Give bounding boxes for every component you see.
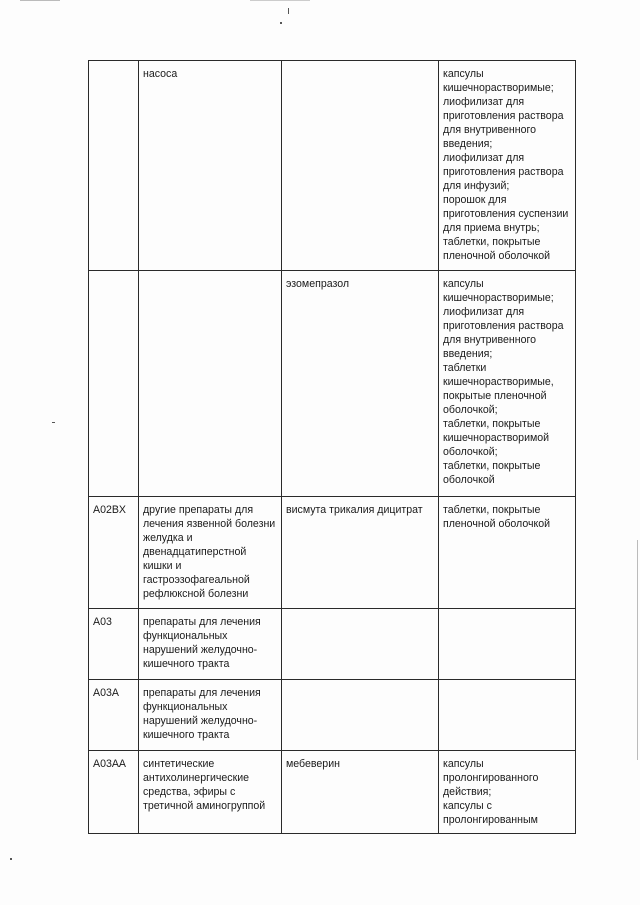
table-row xyxy=(89,61,576,271)
scan-artifact xyxy=(288,8,289,14)
scan-artifact xyxy=(280,22,282,24)
group-name-cell: насоса xyxy=(139,61,282,271)
scan-artifact xyxy=(250,0,310,1)
substance-cell: мебеверин xyxy=(282,751,439,834)
scan-artifact xyxy=(10,858,12,860)
group-name-cell: синтетические антихолинергические средства, эфиры с третичной аминогруппой xyxy=(139,751,282,834)
group-name-cell: препараты для лечения функциональных нарушений желудочно- кишечного тракта xyxy=(139,609,282,680)
group-name-cell xyxy=(139,271,282,497)
dosage-forms-cell xyxy=(439,680,576,751)
dosage-forms-cell xyxy=(439,609,576,680)
table-row xyxy=(89,271,576,497)
scan-edge-shadow xyxy=(637,540,638,760)
substance-cell xyxy=(282,680,439,751)
dosage-forms-cell: таблетки, покрытые пленочной оболочкой xyxy=(439,497,576,609)
atc-code-cell xyxy=(89,61,139,271)
substance-cell: висмута трикалия дицитрат xyxy=(282,497,439,609)
scan-artifact xyxy=(52,422,55,423)
dosage-forms-cell: капсулы кишечнорастворимые; лиофилизат для приготовления раствора для внутривенного введения; таблетки кишечнорастворимые, покрытые пленочной оболочкой; таблетки, покрытые кишечнорастворимой оболочкой; таблетки, покрытые оболочкой xyxy=(439,271,576,497)
table-row xyxy=(89,497,576,609)
scan-artifact xyxy=(20,0,60,1)
table-row xyxy=(89,751,576,834)
group-name-cell: препараты для лечения функциональных нарушений желудочно- кишечного тракта xyxy=(139,680,282,751)
substance-cell xyxy=(282,609,439,680)
dosage-forms-cell: капсулы пролонгированного действия; капсулы с пролонгированным xyxy=(439,751,576,834)
atc-code-cell: A03AA xyxy=(89,751,139,834)
table-row xyxy=(89,609,576,680)
atc-code-cell xyxy=(89,271,139,497)
atc-code-cell: A02BX xyxy=(89,497,139,609)
drug-list-table xyxy=(88,60,576,834)
substance-cell: эзомепразол xyxy=(282,271,439,497)
atc-code-cell: A03 xyxy=(89,609,139,680)
dosage-forms-cell: капсулы кишечнорастворимые; лиофилизат для приготовления раствора для внутривенного введения; лиофилизат для приготовления раствора для инфузий; порошок для приготовления суспензии для приема внутрь; таблетки, покрытые пленочной оболочкой xyxy=(439,61,576,271)
substance-cell xyxy=(282,61,439,271)
atc-code-cell: A03A xyxy=(89,680,139,751)
group-name-cell: другие препараты для лечения язвенной болезни желудка и двенадцатиперстной кишки и гастроэзофагеальной рефлюксной болезни xyxy=(139,497,282,609)
table-row xyxy=(89,680,576,751)
